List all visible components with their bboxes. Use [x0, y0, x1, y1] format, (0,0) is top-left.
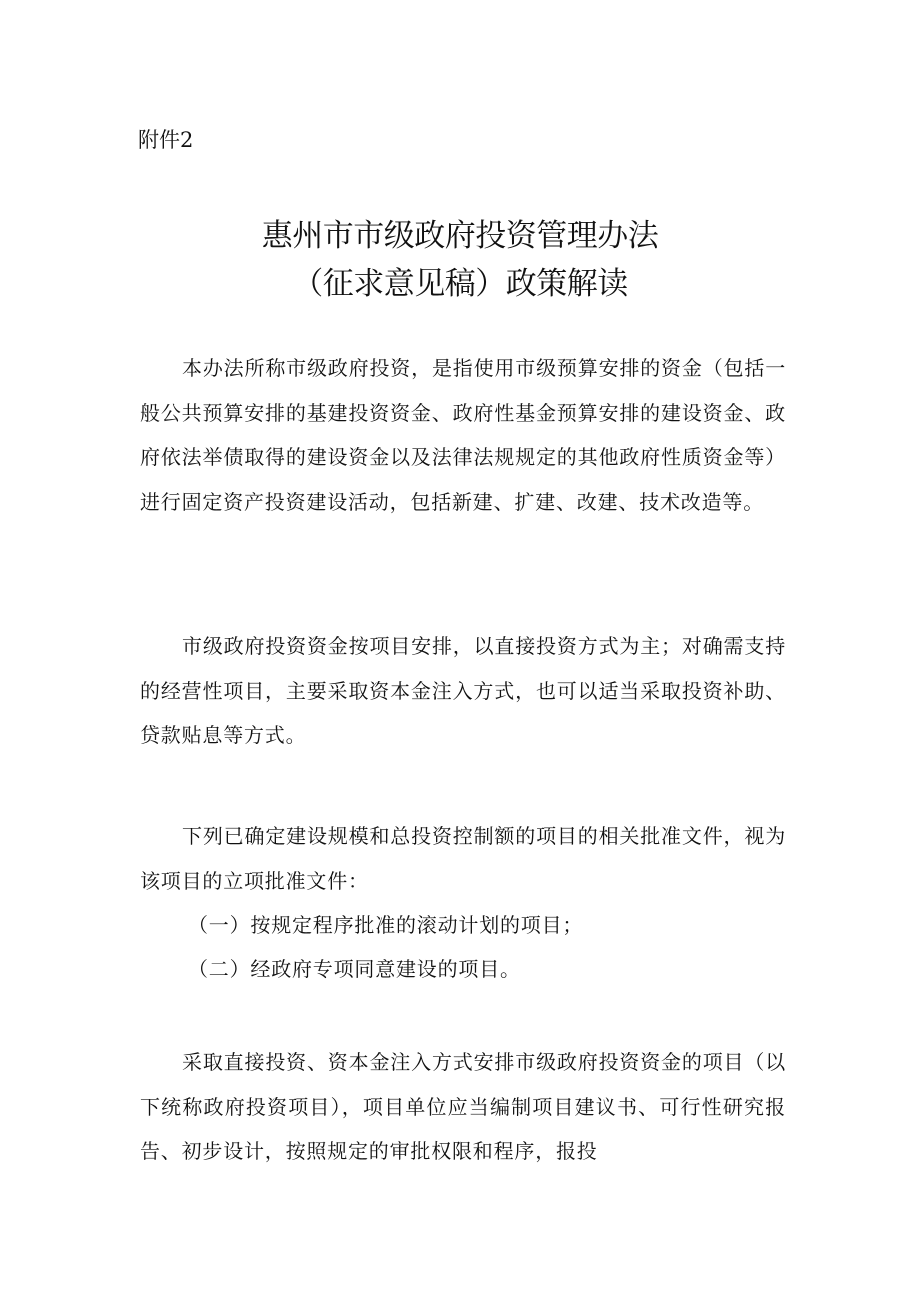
list-item-rolling-plan: （一）按规定程序批准的滚动计划的项目；	[188, 913, 584, 937]
paragraph-approval-documents: 下列已确定建设规模和总投资控制额的项目的相关批准文件，视为该项目的立项批准文件：	[140, 824, 786, 893]
paragraph-project-procedure: 采取直接投资、资本金注入方式安排市级政府投资资金的项目（以下统称政府投资项目），项目单位应当编制项目建议书、可行性研究报告、初步设计，按照规定的审批权限和程序，报投	[140, 1050, 786, 1163]
document-title-line-1: 惠州市市级政府投资管理办法	[261, 218, 659, 254]
document-title-line-2: （征求意见稿）政策解读	[292, 266, 628, 302]
paragraph-funding-method: 市级政府投资资金按项目安排，以直接投资方式为主；对确需支持的经营性项目，主要采取资本金注入方式，也可以适当采取投资补助、贷款贴息等方式。	[140, 634, 786, 747]
list-item-special-approval: （二）经政府专项同意建设的项目。	[188, 957, 521, 981]
attachment-label: 附件2	[138, 128, 194, 152]
paragraph-definition: 本办法所称市级政府投资，是指使用市级预算安排的资金（包括一般公共预算安排的基建投资资金、政府性基金预算安排的建设资金、政府依法举债取得的建设资金以及法律法规规定的其他政府性质资金等）进行固定资产投资建设活动，包括新建、扩建、改建、技术改造等。	[140, 356, 786, 514]
